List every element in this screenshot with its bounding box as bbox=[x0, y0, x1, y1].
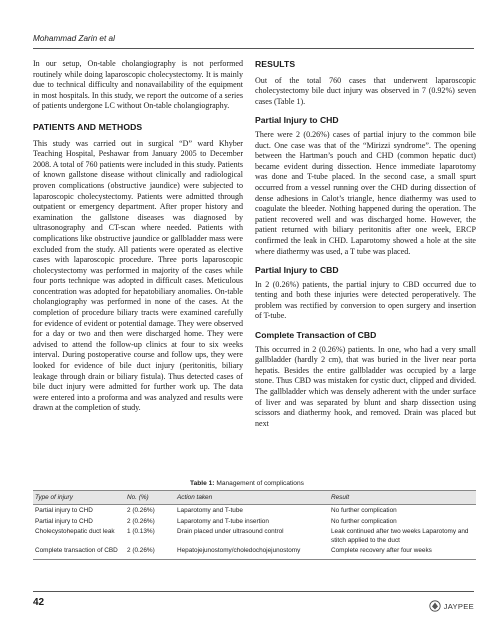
table-caption-text: Management of complications bbox=[216, 480, 304, 487]
header-type-of-injury: Type of injury bbox=[33, 491, 125, 505]
cell-count: 2 (0.26%) bbox=[127, 517, 155, 525]
cell-count: 1 (0.13%) bbox=[127, 528, 155, 536]
methods-heading: PATIENTS AND METHODS bbox=[33, 121, 143, 132]
cell-result: Leak continued after two weeks Laparotomy and stitch applied to the duct bbox=[331, 528, 469, 544]
table-row bbox=[33, 526, 476, 545]
table-row bbox=[33, 545, 476, 559]
intro-paragraph: In our setup, On-table cholangiography is not performed routinely while doing laparoscopic cholecystectomy. It is mainly due to technical difficulty and nonavailability of the equipment in most hospitals. In this study, we report the outcome of a series of patients undergone LC without On-table cholangiography. bbox=[33, 59, 243, 111]
header-action-taken: Action taken bbox=[175, 491, 329, 505]
footer-divider bbox=[33, 591, 474, 592]
cell-action: Laparotomy and T-tube bbox=[177, 507, 243, 514]
complete-transaction-heading: Complete Transaction of CBD bbox=[255, 330, 377, 341]
publisher-logo bbox=[429, 600, 474, 612]
page-number: 42 bbox=[33, 597, 45, 608]
cell-count: 2 (0.26%) bbox=[125, 545, 175, 559]
publisher-name: JAYPEE bbox=[443, 601, 474, 611]
cell-injury: Cholecystohepatic duct leak bbox=[35, 528, 115, 536]
management-table bbox=[33, 490, 476, 560]
right-column bbox=[255, 59, 476, 437]
table-row bbox=[33, 516, 476, 527]
jaypee-logo-icon bbox=[429, 600, 441, 612]
partial-cbd-paragraph: In 2 (0.26%) patients, the partial injury to CBD occurred due to tenting and both these injuries were detected peroperatively. The problem was rectified by conversion to open surgery and insertion of T-tube. bbox=[255, 279, 476, 321]
cell-injury: Partial injury to CHD bbox=[35, 507, 93, 514]
cell-action: Drain placed under ultrasound control bbox=[177, 528, 284, 536]
partial-cbd-heading: Partial Injury to CBD bbox=[255, 265, 339, 276]
table-row bbox=[33, 505, 476, 516]
cell-result: Complete recovery after four weeks bbox=[329, 545, 476, 559]
results-paragraph: Out of the total 760 cases that underwent laparoscopic cholecystectomy bile duct injury was observed in 7 (0.92%) seven cases (Table 1). bbox=[255, 75, 476, 106]
cell-action: Laparotomy and T-tube insertion bbox=[177, 517, 269, 525]
methods-paragraph: This study was carried out in surgical “D” ward Khyber Teaching Hospital, Peshawar from January 2005 to December 2008. A total of 760 patients were included in this study. Patients of known gallstone disease without clinically and radiological proven complications (obstructive jaundice) were subjected to laparoscopic cholecystectomy. Patients were admitted through outpatient or emergency department. After proper history and examination the gallstone diseases was diagnosed by ultrasonography and CT-scan where needed. Patients with complications like obstructive jaundice or gallbladder mass were excluded from the study. All patients were operated as elective cases with laparoscopic procedure. Three ports laparoscopic cholecystectomy was performed in majority of the cases while four ports technique was adopted in difficult cases. Meticulous concentration was adopted for hepatobiliary anomalies. On-table cholangiography was performed in none of the cases. At the completion of procedure biliary tracts were examined carefully for evidence of evident or potential damage. They were observed for a day or two and then were discharged home. They were advised to attend the follow-up clinics at four to six weeks interval. During postoperative course and follow ups, they were looked for evidence of bile duct injury (peritonitis, biliary leakage through drain or biliary fistula). Thus detected cases of bile duct injury were admitted for further work up. The data were entered into a proforma and was analyzed and results were drawn at the completion of study. bbox=[33, 138, 243, 413]
left-column bbox=[33, 59, 243, 422]
results-heading: RESULTS bbox=[255, 59, 296, 69]
complete-transaction-paragraph: This occurred in 2 (0.26%) patients. In one, who had a very small gallbladder (hardly 2 cm), that was buried in the liver near porta hepatis. Besides the entire gallbladder was occupied by a large stone. Thus CBD was mistaken for cystic duct, clipped and divided. The gallbladder which was densely adherent with the under surface of liver and was separated by blunt and sharp dissection using scissors and diathermy hook, and removed. Drain was placed but next bbox=[255, 344, 476, 428]
cell-action: Hepatojejunostomy/choledochojejunostomy bbox=[175, 545, 329, 559]
header-number-percent: No. (%) bbox=[125, 491, 175, 505]
header-divider bbox=[33, 48, 474, 49]
table-caption-label: Table 1: bbox=[190, 480, 215, 487]
cell-result: No further complication bbox=[331, 517, 397, 525]
partial-chd-paragraph: There were 2 (0.26%) cases of partial injury to the common bile duct. One case was that of the “Mirizzi syndrome”. The opening between the Hartman’s pouch and CHD (common hepatic duct) became evident during dissection. Hence immediate laparotomy was done and T-tube placed. In the second case, a small spurt occurred from a vessel running over the CHD during dissection of dense adhesions in Calot’s triangle, hence diathermy was used to coagulate the bleeder. Nothing happened during the operation. The patient recovered well and was discharged home. However, the patient returned with biliary peritonitis after one week, ERCP confirmed the leak in CHD. Laparotomy showed a hole at the site where diathermy was used, a T tube was placed. bbox=[255, 129, 476, 256]
table-header-row bbox=[33, 491, 476, 505]
table-caption bbox=[0, 480, 494, 487]
running-head: Mohammad Zarin et al bbox=[33, 34, 115, 43]
cell-count: 2 (0.26%) bbox=[127, 507, 155, 514]
header-result: Result bbox=[329, 491, 476, 505]
cell-injury: Complete transaction of CBD bbox=[33, 545, 125, 559]
cell-result: No further complication bbox=[331, 507, 397, 514]
partial-chd-heading: Partial Injury to CHD bbox=[255, 115, 339, 126]
cell-injury: Partial injury to CHD bbox=[35, 517, 93, 525]
